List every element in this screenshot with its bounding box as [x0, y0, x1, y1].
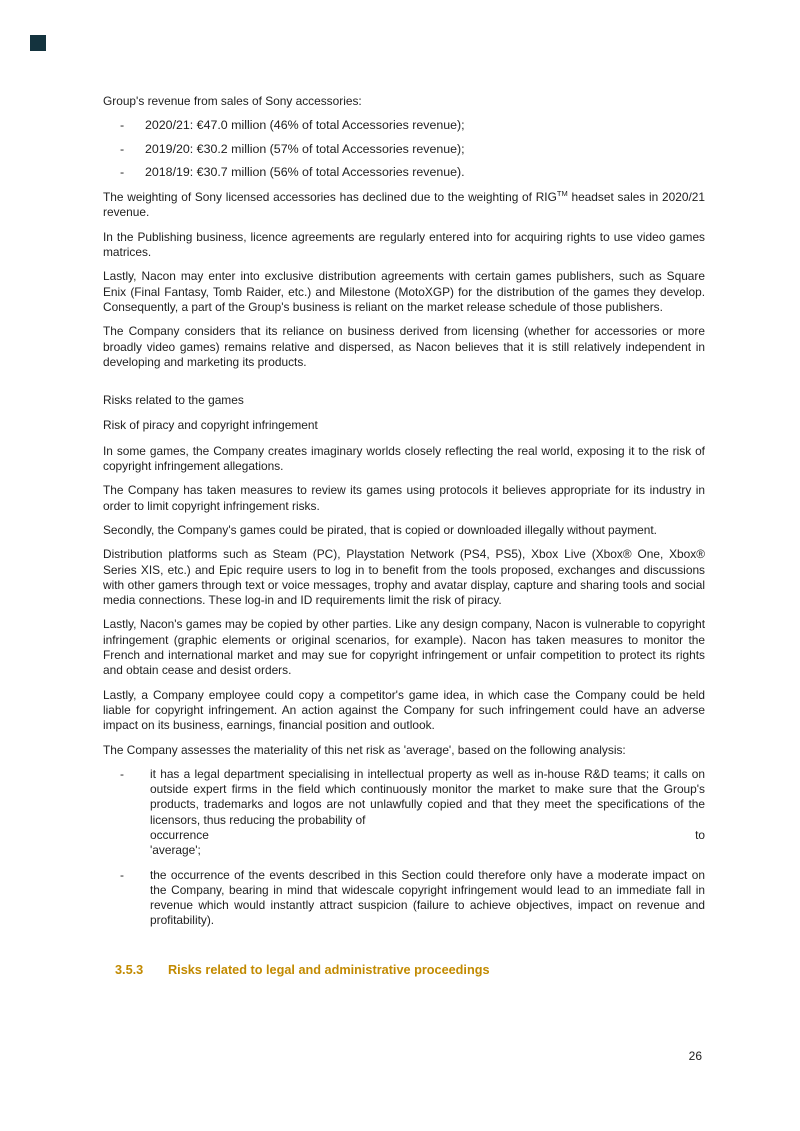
- paragraph-platforms: Distribution platforms such as Steam (PC), Playstation Network (PS4, PS5), Xbox Live (Xbox® One, Xbox® Series XIS, etc.) and Epic require users to log in to benefit from the tools proposed, exchanges and discussions with other gamers through text or voice messages, trophy and avatar display, capture and sharing tools and social media connections. These log-in and ID requirements limit the risk of piracy.: [103, 547, 705, 608]
- section-heading: [115, 962, 705, 978]
- paragraph-pirated: Secondly, the Company's games could be pirated, that is copied or downloaded illegally without payment.: [103, 522, 657, 537]
- justified-line: [150, 828, 705, 843]
- list-item-text: 2019/20: €30.2 million (57% of total Accessories revenue);: [145, 141, 465, 156]
- list-item-text: 2020/21: €47.0 million (46% of total Accessories revenue);: [145, 118, 465, 133]
- paragraph-materiality: The Company assesses the materiality of this net risk as 'average', based on the following analysis:: [103, 742, 626, 757]
- list-item-text: 2018/19: €30.7 million (56% of total Accessories revenue).: [145, 164, 465, 179]
- document-page-content: [103, 94, 705, 978]
- list-item: [103, 767, 705, 859]
- dash-marker: -: [120, 164, 125, 179]
- chapter-corner-mark: [30, 35, 46, 51]
- paragraph-publishing: In the Publishing business, licence agreements are regularly entered into for acquiring rights to use video games matrices.: [103, 229, 705, 260]
- dash-marker: -: [120, 141, 125, 156]
- paragraph-distribution: Lastly, Nacon may enter into exclusive distribution agreements with certain games publishers, such as Square Enix (Final Fantasy, Tomb Raider, etc.) and Milestone (MotoXGP) for the distribution of the games they develop. Consequently, a part of the Group's business is reliant on the market release schedule of those publishers.: [103, 269, 705, 314]
- trademark-superscript: TM: [556, 189, 568, 199]
- paragraph-copied-by-others: Lastly, Nacon's games may be copied by other parties. Like any design company, Nacon is vulnerable to copyright infringement (graphic elements or original scenarios, for example). Nacon has taken measures to monitor the French and international market and may sue for copyright infringement or unfair competition to protect its rights and obtain cease and desist orders.: [103, 617, 705, 678]
- list-item-text-tail: 'average';: [150, 843, 201, 858]
- list-item-text-body: it has a legal department specialising in intellectual property as well as in-house R&D teams; it calls on outside expert firms in the field which continuously monitor the market to make sure that the Group's products, trademarks and logos are not unlawfully copied and that they meet the specifications of the licensors, thus reducing the probability of: [150, 766, 705, 827]
- dash-marker: -: [120, 867, 124, 882]
- section-title: Risks related to legal and administrative proceedings: [168, 962, 490, 977]
- paragraph-reliance: The Company considers that its reliance on business derived from licensing (whether for accessories or more broadly video games) remains relative and dispersed, as Nacon believes that it is still relatively independent in developing and marketing its products.: [103, 324, 705, 369]
- paragraph-protocols: The Company has taken measures to review its games using protocols it believes appropriate for its industry in order to limit copyright infringement risks.: [103, 483, 705, 513]
- dash-marker: -: [120, 118, 125, 133]
- paragraph-imaginary-worlds: In some games, the Company creates imaginary worlds closely reflecting the real world, exposing it to the risk of copyright infringement allegations.: [103, 443, 705, 474]
- list-item: [103, 142, 705, 157]
- page-number: 26: [688, 1049, 702, 1063]
- paragraph-text: The weighting of Sony licensed accessories has declined due to the weighting of RIG: [103, 190, 557, 205]
- paragraph-employee-copy: Lastly, a Company employee could copy a competitor's game idea, in which case the Company could be held liable for copyright infringement. An action against the Company for such infringement could have an adverse impact on its business, earnings, financial position and outlook.: [103, 687, 705, 733]
- sony-revenue-list: [103, 118, 705, 180]
- list-item: [103, 118, 705, 133]
- list-item-text: [150, 767, 705, 859]
- line-right: to: [695, 827, 705, 842]
- list-item: [103, 868, 705, 929]
- subheading-risk-of-piracy: Risk of piracy and copyright infringement: [103, 418, 318, 433]
- paragraph-weighting: [103, 190, 705, 221]
- analysis-list: [103, 767, 705, 929]
- subheading-risks-related-to-games: Risks related to the games: [103, 393, 244, 408]
- dash-marker: -: [120, 766, 124, 781]
- paragraph-text: headset sales in 2020/21 revenue.: [103, 190, 705, 220]
- section-number: 3.5.3: [115, 962, 144, 977]
- paragraph-sony-revenue-intro: Group's revenue from sales of Sony accessories:: [103, 94, 362, 108]
- line-left: occurrence: [150, 827, 209, 842]
- list-item-text: the occurrence of the events described in this Section could therefore only have a moderate impact on the Company, bearing in mind that widescale copyright infringement would lead to an immediate fall in revenue which would instantly attract suspicion (failure to achieve objectives, impact on revenue and profitability).: [150, 867, 705, 928]
- list-item: [103, 165, 705, 180]
